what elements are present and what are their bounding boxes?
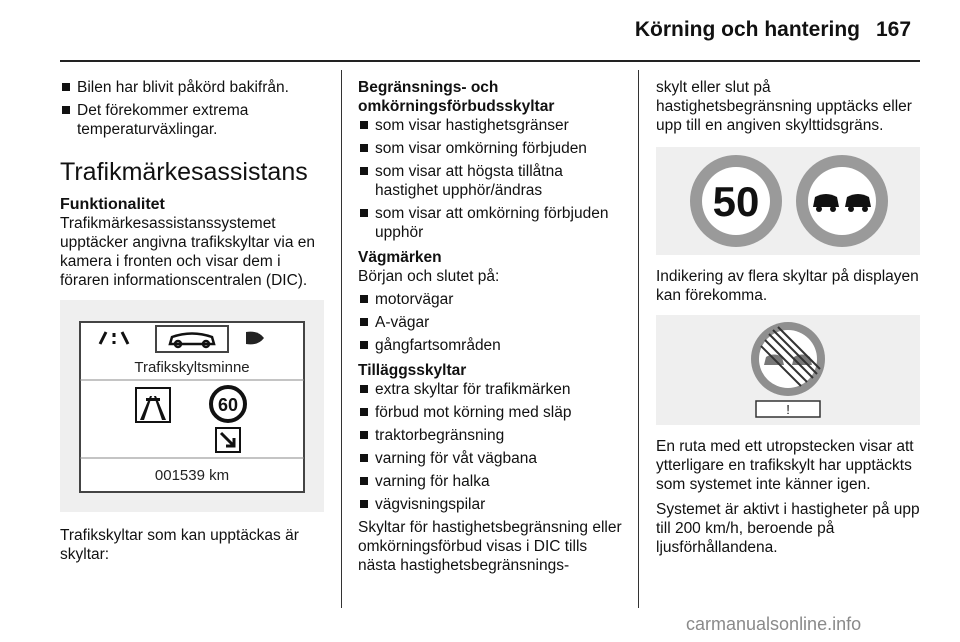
speed-limit-value: 50 [712,178,760,225]
subsection-title: Funktionalitet [60,196,165,213]
group-title: Tilläggsskyltar [358,362,467,379]
list-item: A-vägar [358,313,626,332]
list-item: varning för halka [358,472,626,491]
dic-display [60,300,324,512]
page-number: 167 [876,18,912,41]
signs-illustration [656,147,920,255]
dic-odometer: 001539 km [154,467,230,484]
list-item: Bilen har blivit påkörd bakifrån. [60,78,326,97]
multi-sign-paragraph: Indikering av flera skyltar på displayen kan förekomma. [656,268,919,304]
speed-sign-icon [211,387,245,421]
section-title: Trafikmärkesassistans [60,158,308,186]
bullet-list [358,380,626,514]
column-3 [656,78,922,561]
column-divider-2 [638,70,639,608]
list-item: varning för våt vägbana [358,449,626,468]
speed-limit-sign-icon [690,155,782,247]
group-intro: Början och slutet på: [358,268,500,285]
direction-arrow-icon [216,428,240,452]
bullet-list [60,78,326,139]
closing-paragraph: Skyltar för hastighetsbegränsning eller omkörningsförbud visas i DIC tills nästa hastighetsbegränsnings- [358,519,622,574]
motorway-sign-icon [136,388,170,422]
continuation-paragraph: skylt eller slut på hastighetsbegränsning upptäcks eller upp till en angiven skylttidsgräns. [656,79,912,134]
dic-display-figure [60,300,324,512]
dic-speed-value: 60 [217,395,239,415]
end-sign-illustration [656,315,920,425]
group-title: Begränsnings- och omkörningsförbudsskyltar [358,79,555,115]
bullet-list [358,116,626,242]
dic-title: Trafikskyltsminne [134,359,250,376]
list-item: som visar att högsta tillåtna hastighet upphör/ändras [358,162,626,200]
no-overtaking-sign-icon [796,155,888,247]
list-item: som visar hastighetsgränser [358,116,626,135]
column-1 [60,78,326,568]
list-item: förbud mot körning med släp [358,403,626,422]
signs-figure [656,147,920,255]
intro-paragraph: Trafikmärkesassistanssystemet upptäcker angivna trafikskyltar via en kamera i fronten och visar dem i föraren informationscentralen (DIC). [60,215,316,289]
list-item: som visar att omkörning förbjuden upphör [358,204,626,242]
end-of-no-overtaking-sign-icon [751,322,825,396]
list-item: Det förekommer extrema temperaturväxlingar. [60,101,326,139]
watermark: carmanualsonline.info [686,614,862,634]
list-item: extra skyltar för trafikmärken [358,380,626,399]
page-header-title: Körning och hantering [634,18,860,41]
list-item: motorvägar [358,290,626,309]
bullet-list [358,290,626,355]
list-item: gångfartsområden [358,336,626,355]
paragraph-unknown-sign: En ruta med ett utropstecken visar att ytterligare en trafikskylt har upptäckts som systemet inte känner igen. [656,438,914,493]
header-rule [60,60,920,62]
list-item: traktorbegränsning [358,426,626,445]
list-item: vägvisningspilar [358,495,626,514]
column-2 [358,78,626,579]
paragraph-system-active: Systemet är aktivt i hastigheter på upp till 200 km/h, beroende på ljusförhållandena. [656,501,920,556]
end-sign-figure [656,315,920,425]
group-title: Vägmärken [358,249,442,266]
exclamation-mark: ! [786,402,790,417]
figure-followup: Trafikskyltar som kan upptäckas är skyltar: [60,527,299,563]
list-item: som visar omkörning förbjuden [358,139,626,158]
column-divider-1 [341,70,342,608]
